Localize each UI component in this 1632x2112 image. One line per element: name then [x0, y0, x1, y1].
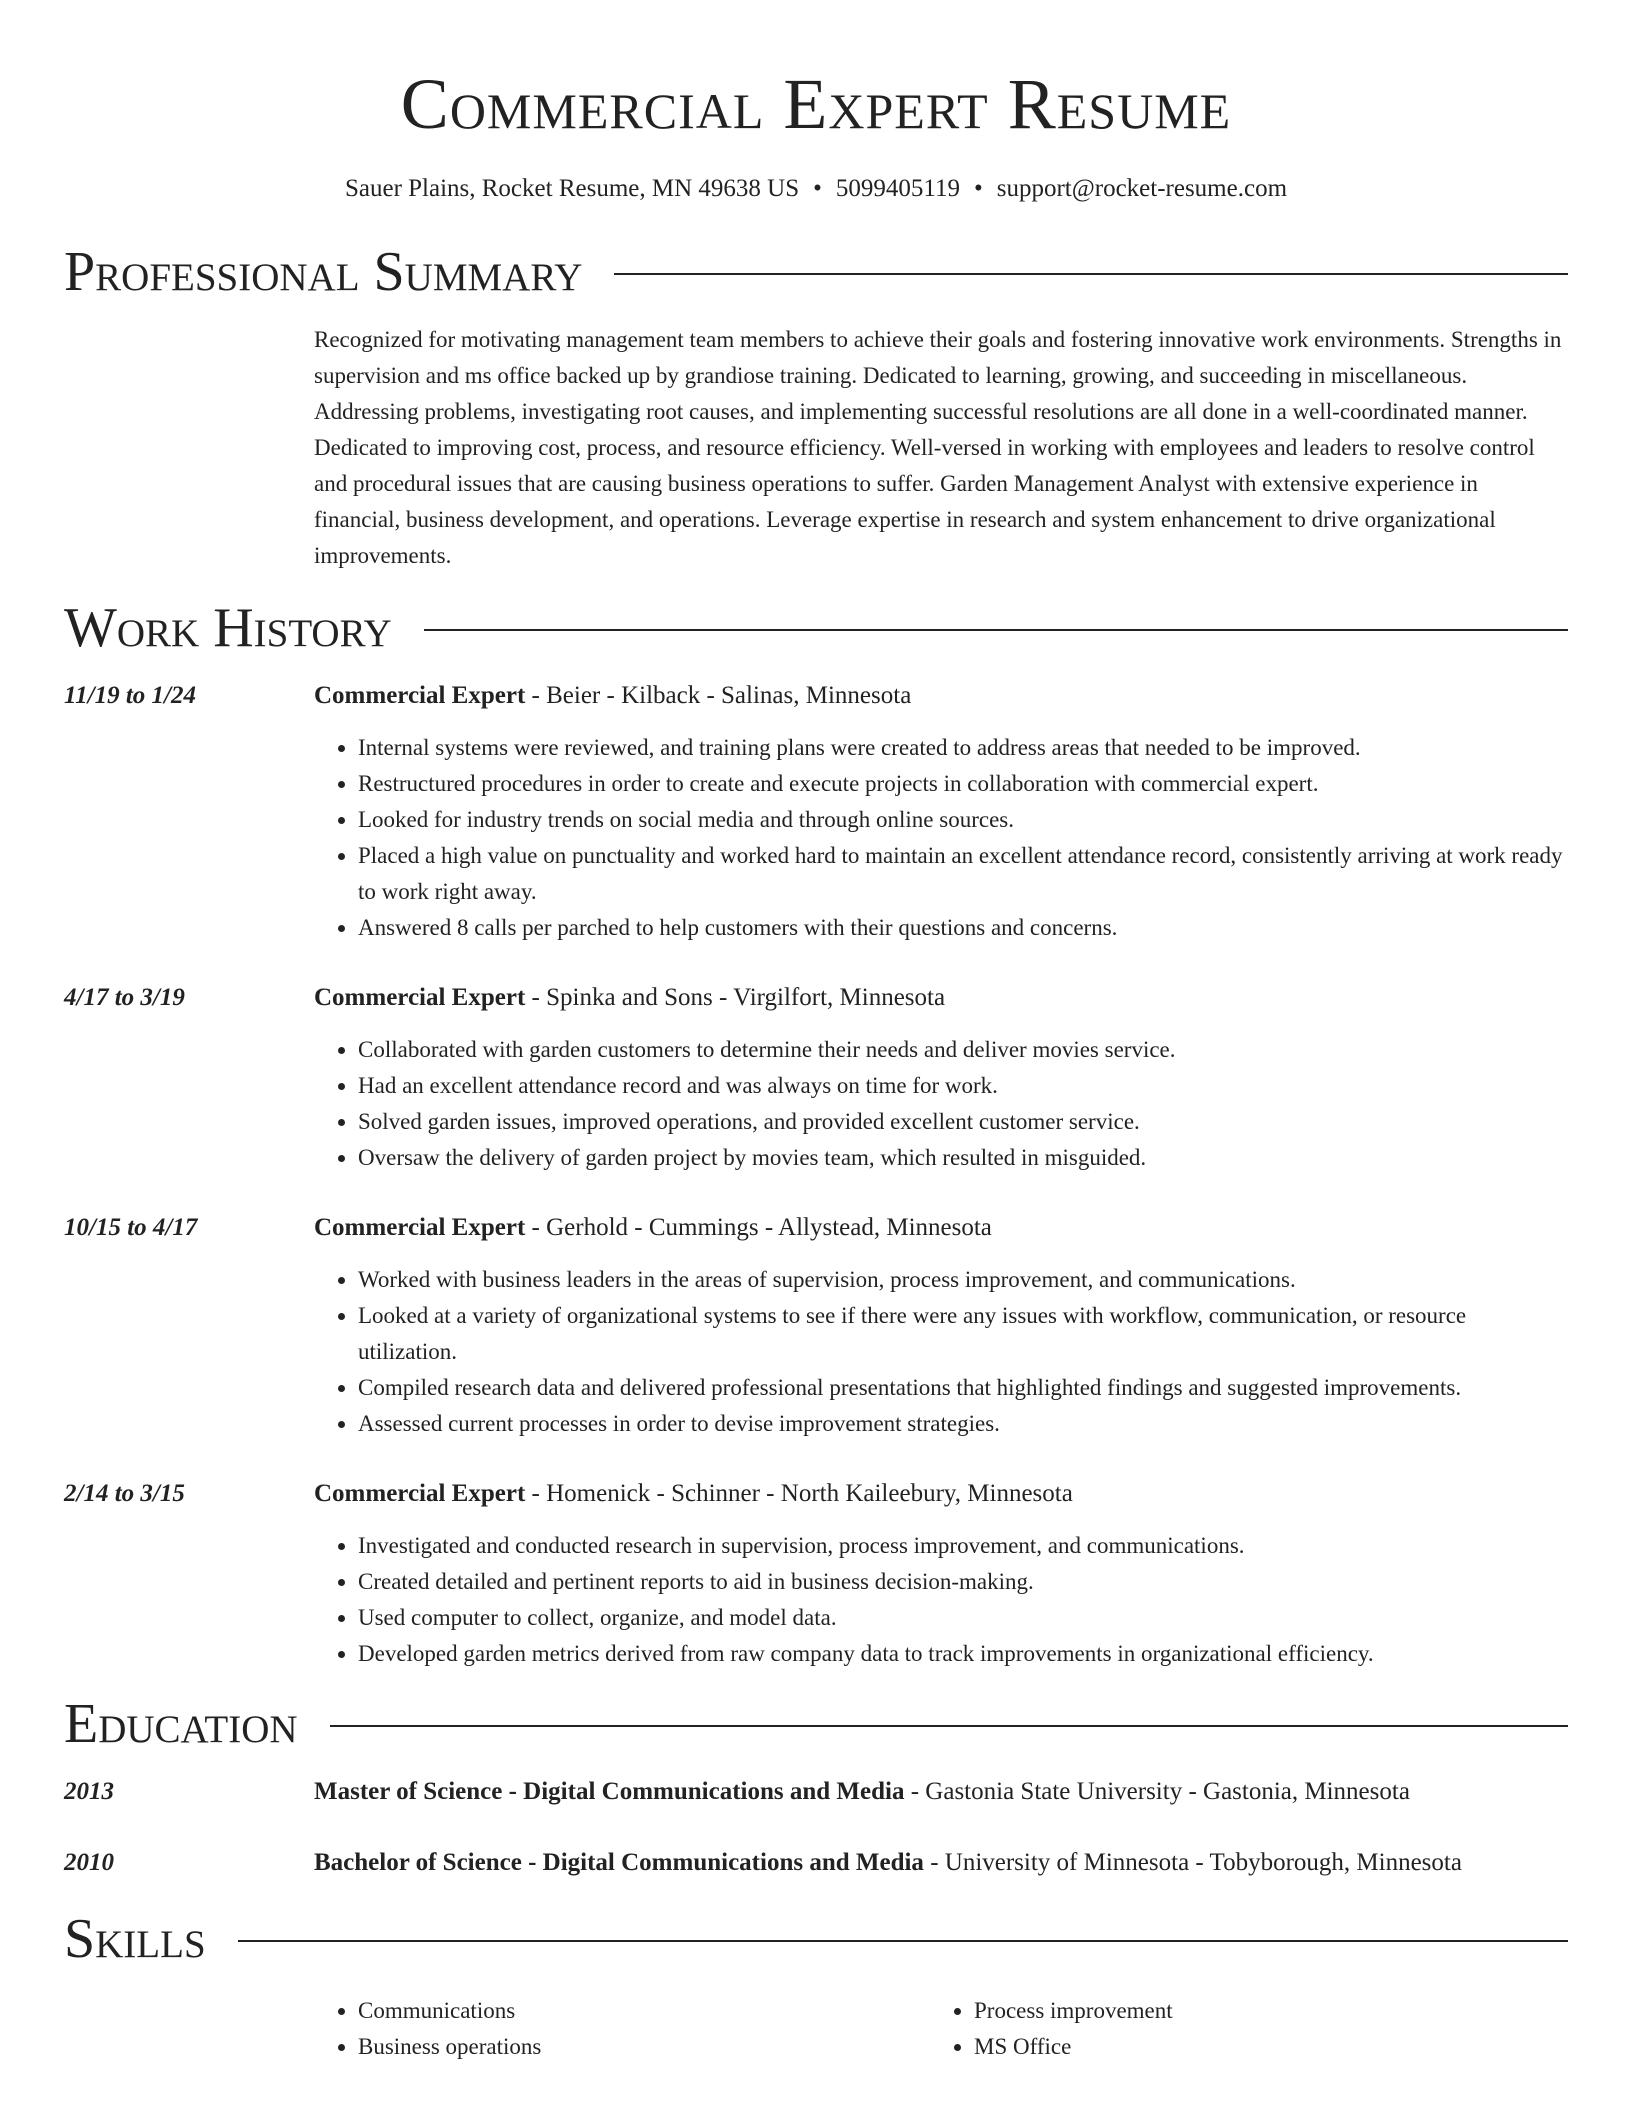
job-title: Commercial Expert: [314, 1480, 526, 1507]
job-details: - Homenick - Schinner - North Kaileebury, Minnesota: [525, 1480, 1073, 1507]
skill-item: • Business operations: [358, 2029, 930, 2065]
job-details: - Spinka and Sons - Virgilfort, Minnesota: [525, 984, 946, 1011]
school-details: - University of Minnesota - Tobyborough, Minnesota: [923, 1849, 1462, 1876]
contact-email[interactable]: support@rocket-resume.com: [996, 175, 1288, 202]
skill-item: • Process improvement: [974, 1993, 1546, 2029]
education-heading-row: [64, 1688, 1568, 1760]
contact-address: Sauer Plains, Rocket Resume, MN 49638 US: [344, 175, 800, 202]
job-entry: [64, 678, 1568, 946]
job-entry: [64, 980, 1568, 1176]
education-header: [314, 1774, 1568, 1810]
summary-heading: Professional Summary: [64, 241, 583, 303]
contact-separator: •: [813, 175, 822, 202]
job-dates: 2/14 to 3/15: [64, 1480, 185, 1507]
bullet-item: • Used computer to collect, organize, and model data.: [358, 1600, 1568, 1636]
bullet-item: • Placed a high value on punctuality and worked hard to maintain an excellent attendance record, consistently arriving at work ready to work right away.: [358, 838, 1568, 910]
bullet-item: • Worked with business leaders in the areas of supervision, process improvement, and communications.: [358, 1262, 1568, 1298]
job-header: [314, 1210, 1568, 1246]
bullet-item: • Investigated and conducted research in supervision, process improvement, and communications.: [358, 1528, 1568, 1564]
summary-text: Recognized for motivating management team members to achieve their goals and fostering innovative work environments. Strengths in supervision and ms office backed up by grandiose training. Dedicated to learning, growing, and succeeding in miscellaneous. Addressing problems, investigating root causes, and implementing successful resolutions are all done in a well-coordinated manner. Dedicated to improving cost, process, and resource efficiency. Well-versed in working with employees and leaders to resolve control and procedural issues that are causing business operations to suffer. Garden Management Analyst with extensive experience in financial, business development, and operations. Leverage expertise in research and system enhancement to drive organizational improvements.: [314, 327, 1562, 568]
skills-column-right: [930, 1993, 1546, 2065]
bullet-item: • Looked at a variety of organizational systems to see if there were any issues with workflow, communication, or resource utilization.: [358, 1298, 1568, 1370]
summary-heading-row: [64, 236, 1568, 308]
bullet-item: • Solved garden issues, improved operations, and provided excellent customer service.: [358, 1104, 1568, 1140]
bullet-item: • Looked for industry trends on social media and through online sources.: [358, 802, 1568, 838]
job-header: [314, 980, 1568, 1016]
bullet-item: • Developed garden metrics derived from raw company data to track improvements in organizational efficiency.: [358, 1636, 1568, 1672]
education-year: 2013: [64, 1778, 114, 1805]
bullet-item: • Oversaw the delivery of garden project by movies team, which resulted in misguided.: [358, 1140, 1568, 1176]
bullet-item: • Internal systems were reviewed, and training plans were created to address areas that needed to be improved.: [358, 730, 1568, 766]
education-year: 2010: [64, 1849, 114, 1876]
bullet-item: • Collaborated with garden customers to determine their needs and deliver movies service.: [358, 1032, 1568, 1068]
job-dates: 4/17 to 3/19: [64, 984, 185, 1011]
job-entry: [64, 1476, 1568, 1672]
skill-item: • MS Office: [974, 2029, 1546, 2065]
resume-title: Commercial Expert Resume: [400, 64, 1232, 144]
job-bullets: [314, 1262, 1568, 1442]
skills-heading: Skills: [64, 1908, 206, 1970]
job-header: [314, 1476, 1568, 1512]
work-heading: Work History: [64, 597, 392, 659]
skills-column-left: [314, 1993, 930, 2065]
section-divider: [330, 1725, 1568, 1727]
job-title: Commercial Expert: [314, 1214, 526, 1241]
contact-separator: •: [973, 175, 983, 202]
section-divider: [424, 629, 1568, 631]
job-dates: 10/15 to 4/17: [64, 1214, 198, 1241]
bullet-item: • Restructured procedures in order to create and execute projects in collaboration with commercial expert.: [358, 766, 1568, 802]
job-dates: 11/19 to 1/24: [64, 682, 196, 709]
job-details: - Beier - Kilback - Salinas, Minnesota: [525, 682, 912, 709]
job-bullets: [314, 730, 1568, 946]
bullet-item: • Compiled research data and delivered professional presentations that highlighted findings and suggested improvements.: [358, 1370, 1568, 1406]
education-header: [314, 1845, 1568, 1881]
job-header: [314, 678, 1568, 714]
job-title: Commercial Expert: [314, 984, 526, 1011]
job-details: - Gerhold - Cummings - Allystead, Minnesota: [525, 1214, 992, 1241]
job-bullets: [314, 1528, 1568, 1672]
bullet-item: • Created detailed and pertinent reports to aid in business decision-making.: [358, 1564, 1568, 1600]
bullet-item: • Had an excellent attendance record and was always on time for work.: [358, 1068, 1568, 1104]
education-heading: Education: [64, 1693, 298, 1755]
education-entry: [64, 1845, 1568, 1881]
bullet-item: • Assessed current processes in order to devise improvement strategies.: [358, 1406, 1568, 1442]
school-details: - Gastonia State University - Gastonia, Minnesota: [904, 1778, 1410, 1805]
degree-name: Bachelor of Science - Digital Communications and Media: [314, 1849, 924, 1876]
contact-line: [64, 172, 1568, 206]
job-bullets: [314, 1032, 1568, 1176]
job-title: Commercial Expert: [314, 682, 526, 709]
skill-item: • Communications: [358, 1993, 930, 2029]
section-divider: [238, 1940, 1568, 1942]
contact-phone: 5099405119: [835, 175, 960, 202]
section-divider: [614, 273, 1568, 275]
skills-heading-row: [64, 1903, 1568, 1975]
work-heading-row: [64, 592, 1568, 664]
education-entry: [64, 1774, 1568, 1810]
bullet-item: • Answered 8 calls per parched to help customers with their questions and concerns.: [358, 910, 1568, 946]
job-entry: [64, 1210, 1568, 1442]
degree-name: Master of Science - Digital Communications and Media: [314, 1778, 905, 1805]
skills-list: [314, 1993, 1568, 2065]
